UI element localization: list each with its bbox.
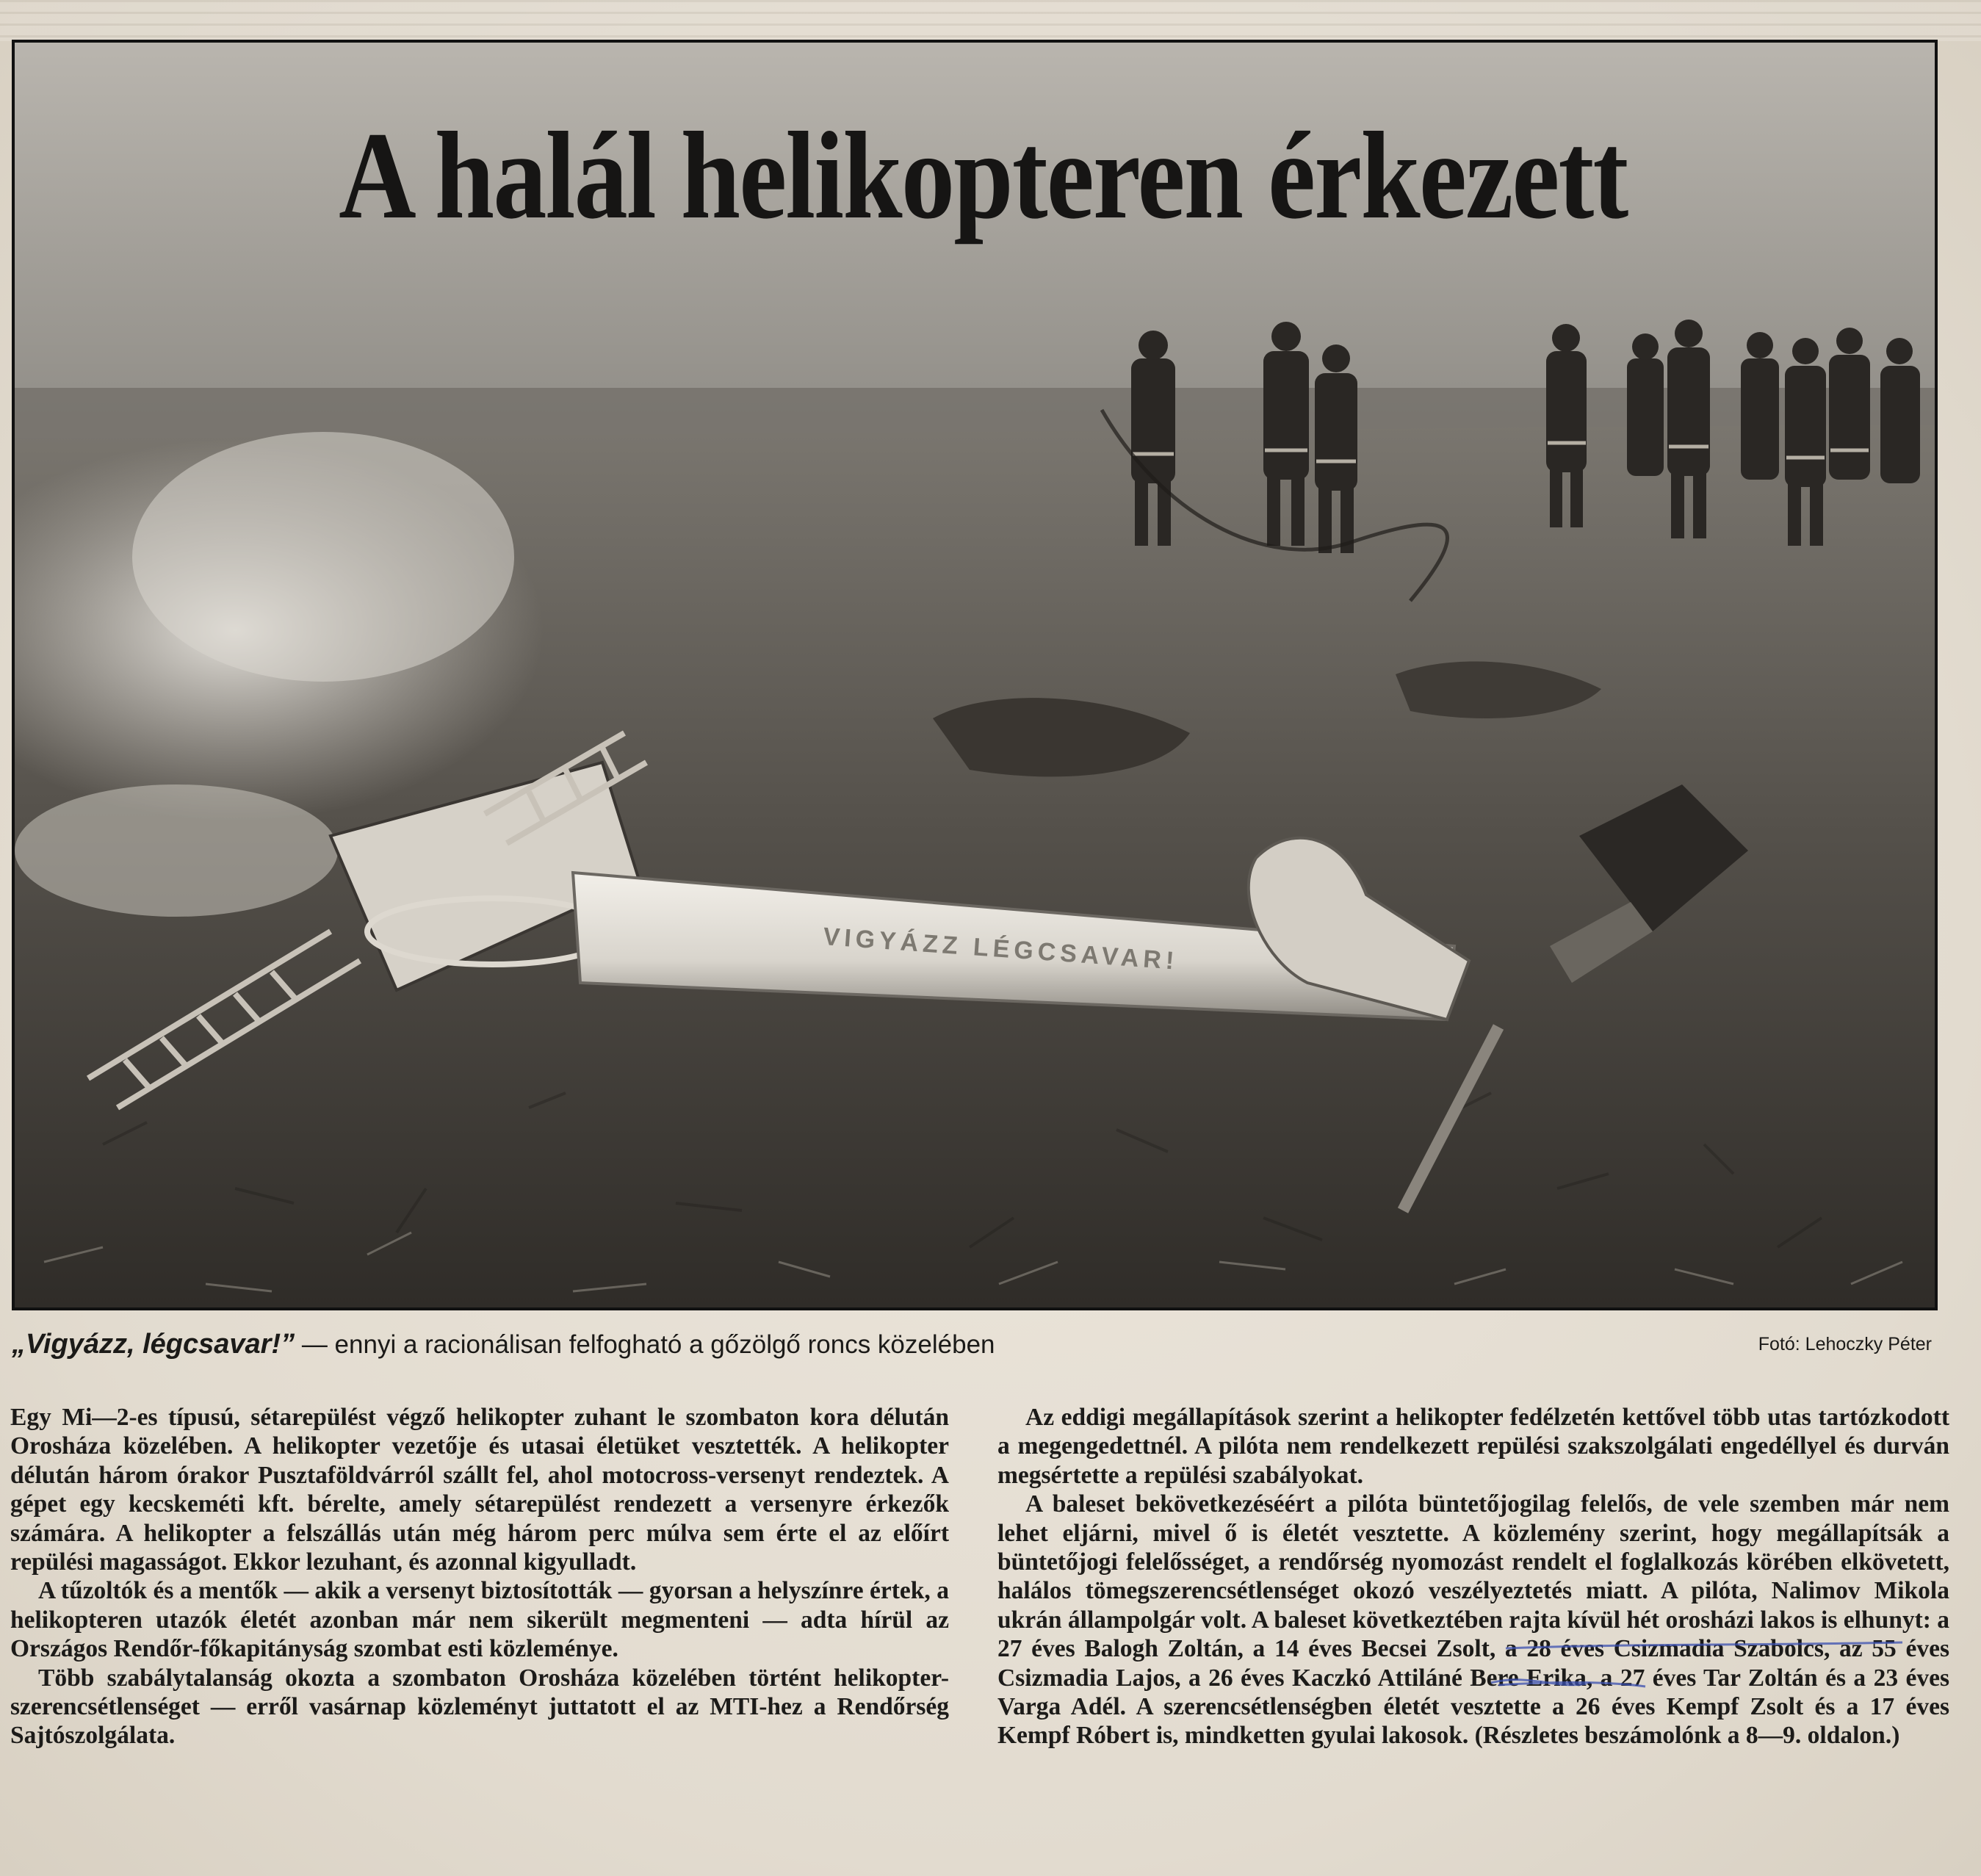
paragraph: Több szabálytalanság okozta a szombaton Orosháza közelében történt helikopter-szerencsétlenséget — erről vasárnap közleményt juttatott el az MTI-hez a Rendőrség Sajtószolgálata. (10, 1664, 949, 1750)
paragraph: A tűzoltók és a mentők — akik a versenyt biztosították — gyorsan a helyszínre értek, a helikopteren utazók életét azonban már nem sikerült megmenteni — adta hírül az Országos Rendőr-főkapitányság szombat esti közleménye. (10, 1577, 949, 1663)
crash-photo (12, 40, 1938, 1310)
paragraph: A baleset bekövetkezéséért a pilóta büntetőjogilag felelős, de vele szemben már nem lehet eljárni, mivel ő is életét vesztette. A közlemény szerint, hogy megállapítsák a büntetőjogi felelősséget, a rendőrség nyomozást rendelt el foglalkozás körében elkövetett, halálos tömegszerencsétlenséget okozó veszélyeztetés miatt. A pilóta, Nalimov Mikola ukrán állampolgár volt. A baleset következtében rajta kívül hét orosházi lakos is elhunyt: a 27 éves Balogh Zoltán, a 14 éves Becsei Zsolt, a 28 éves Csizmadia Szabolcs, az 55 éves Csizmadia Lajos, a 26 éves Kaczkó Attiláné Bere Erika, a 27 éves Tar Zoltán és a 23 éves Varga Adél. A szerencsétlenségben életét vesztette a 26 éves Kempf Zsolt és a 17 éves Kempf Róbert is, mindketten gyulai lakosok. (Részletes beszámolónk a 8—9. oldalon.) (997, 1490, 1950, 1750)
snow-patch (132, 432, 514, 682)
photo-credit: Fotó: Lehoczky Péter (1758, 1334, 1932, 1354)
paragraph: Az eddigi megállapítások szerint a helikopter fedélzetén kettővel több utas tartózkodott a megengedettnél. A pilóta nem rendelkezett repülési szakszolgálati engedéllyel és durván megsértette a repülési szabályokat. (997, 1404, 1949, 1489)
photo-caption (12, 1322, 1938, 1366)
paragraph: Egy Mi—2-es típusú, sétarepülést végző helikopter zuhant le szombaton kora délután Orosháza közelében. A helikopter vezetője és utasai életüket vesztették. A helikopter délután három órakor Pusztaföldvárról szállt fel, ahol motocross-versenyt rendeztek. A gépet egy kecskeméti kft. bérelte, amely sétarepülést rendezett a versenyre érkezők számára. A helikopter a felszállás után még három perc múlva sem érte el az előírt repülési magasságot. Ekkor lezuhant, és azonnal kigyulladt. (10, 1404, 949, 1576)
article-column-right (997, 1403, 1949, 1750)
rotor-warning-label: VIGYÁZZ LÉGCSAVAR! (822, 923, 1180, 975)
snow-patch (15, 784, 338, 917)
headline: A halál helikopteren érkezett (339, 107, 1628, 245)
article-column-left (10, 1403, 949, 1750)
caption-text: — ennyi a racionálisan felfogható a gőzölgő roncs közelében (295, 1330, 995, 1359)
caption-quote: „Vigyázz, légcsavar!” (12, 1329, 295, 1360)
adjacent-column-fragment (0, 0, 1981, 41)
